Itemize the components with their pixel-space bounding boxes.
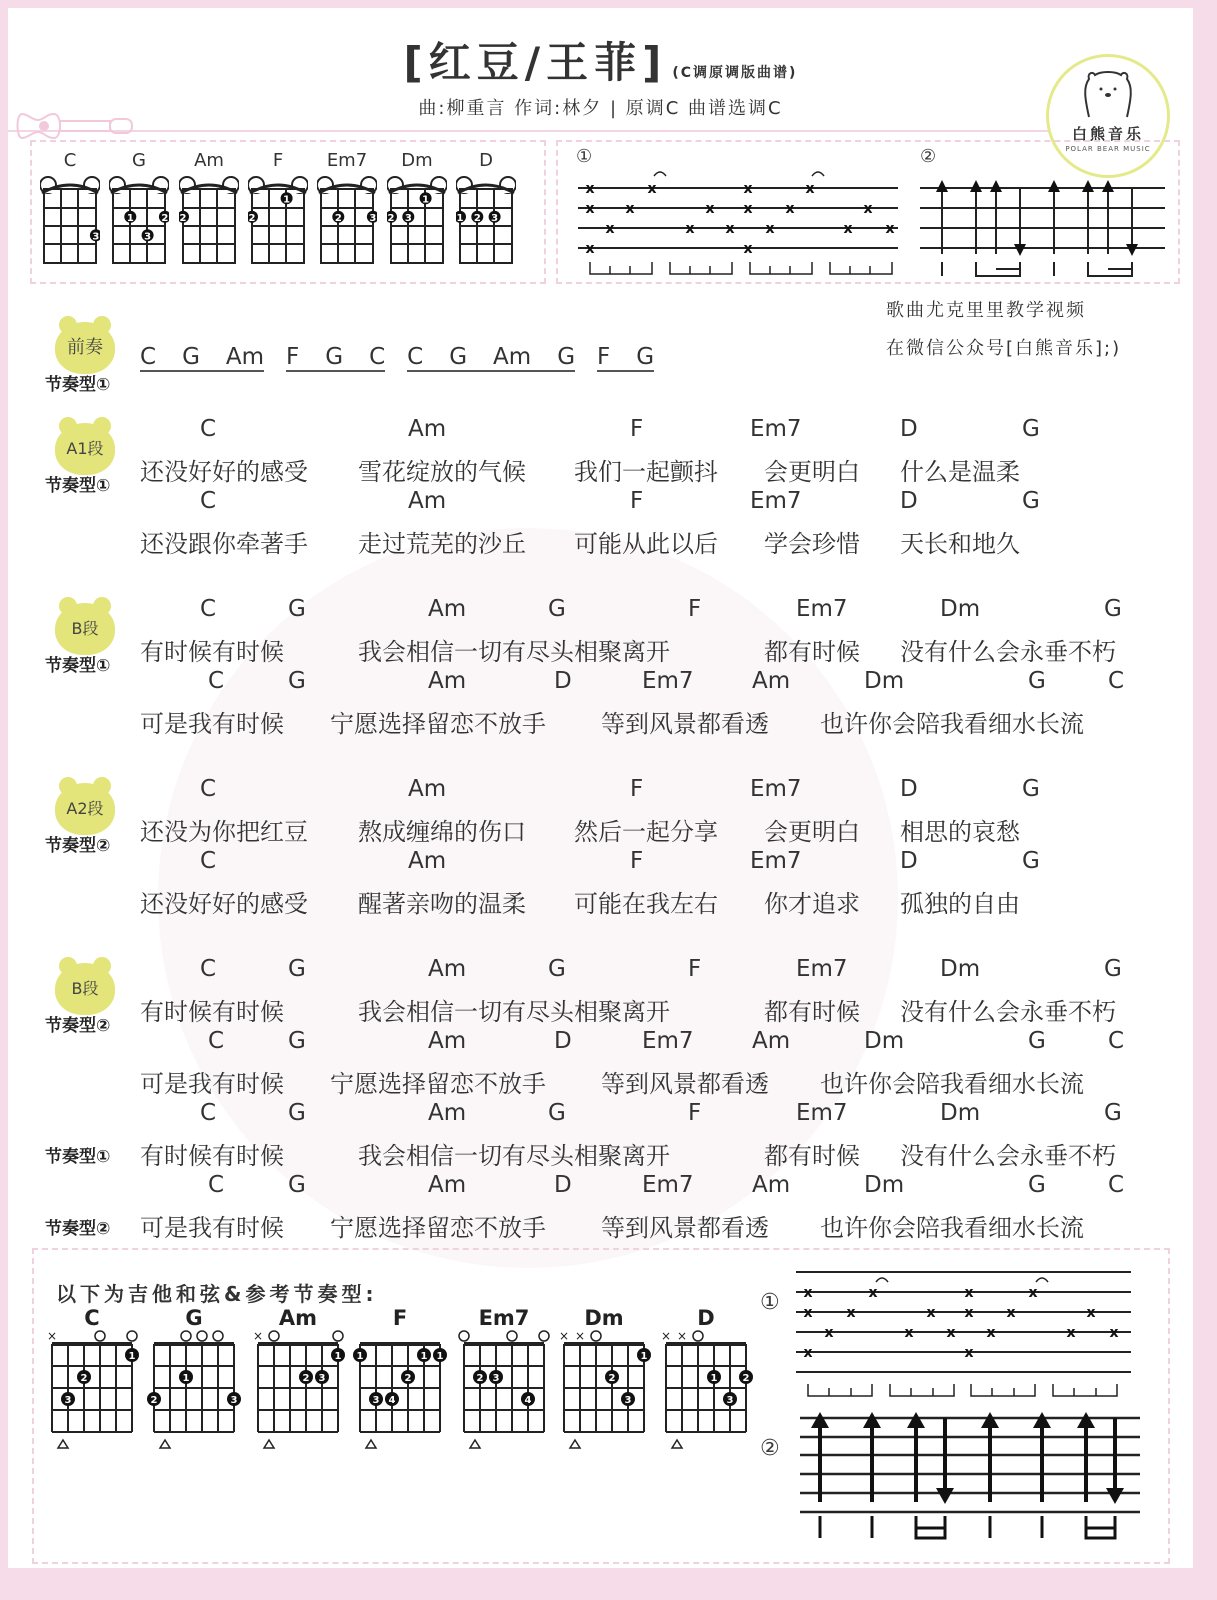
svg-text:x: x <box>585 241 595 257</box>
chord-symbol: C <box>200 416 217 442</box>
section-rhythm-label: 节奏型① <box>45 476 111 496</box>
svg-text:x: x <box>765 221 775 237</box>
lyric-phrase: 有时候有时候 <box>140 998 284 1026</box>
svg-text:1: 1 <box>710 1373 718 1384</box>
section-rhythm-label: 节奏型① <box>45 656 111 676</box>
svg-text:x: x <box>868 1285 878 1301</box>
svg-text:x: x <box>805 181 815 197</box>
lyric-phrase: 可是我有时候 <box>140 1214 284 1242</box>
svg-text:x: x <box>803 1305 813 1321</box>
svg-text:3: 3 <box>372 1395 380 1406</box>
note-line-2: 在微信公众号[白熊音乐];) <box>886 338 1122 359</box>
chord-symbol: G <box>1028 1172 1046 1198</box>
svg-text:1: 1 <box>436 1351 444 1362</box>
lyric-phrase: 也许你会陪我看细水长流 <box>820 1214 1084 1242</box>
chord-symbol: Em7 <box>750 848 802 874</box>
svg-text:3: 3 <box>64 1395 72 1406</box>
svg-text:3: 3 <box>492 1373 500 1384</box>
ukulele-chord-diagram-icon <box>387 171 447 267</box>
chord-symbol: C <box>200 1100 217 1126</box>
chord-symbol: Am <box>752 1028 791 1054</box>
svg-text:x: x <box>625 201 635 217</box>
intro-chord-group <box>286 344 385 372</box>
svg-text:2: 2 <box>387 212 395 224</box>
intro-chord: F <box>597 344 611 370</box>
chord-symbol: F <box>688 596 702 622</box>
guitar-pattern-2-label: ② <box>760 1436 780 1461</box>
logo-name-en: POLAR BEAR MUSIC <box>1065 145 1151 153</box>
chord-symbol: F <box>630 776 644 802</box>
guitar-chord-f <box>352 1306 448 1454</box>
ukulele-chord-em7 <box>317 150 377 271</box>
chord-symbol: C <box>1108 668 1125 694</box>
svg-text:2: 2 <box>404 1373 412 1384</box>
lyric-phrase: 宁愿选择留恋不放手 <box>330 710 546 738</box>
svg-text:1: 1 <box>420 1351 428 1362</box>
guitar-chord-name: Dm <box>584 1306 624 1330</box>
chord-symbol: C <box>208 1028 225 1054</box>
lyric-phrase: 有时候有时候 <box>140 1142 284 1170</box>
svg-text:x: x <box>964 1345 974 1361</box>
chord-symbol: Em7 <box>750 488 802 514</box>
svg-text:2: 2 <box>334 212 342 224</box>
pattern-1-label: ① <box>576 146 593 167</box>
svg-text:2: 2 <box>80 1373 88 1384</box>
svg-text:x: x <box>585 201 595 217</box>
chord-symbol: Em7 <box>642 1028 694 1054</box>
chord-symbol: D <box>554 1172 572 1198</box>
lyric-phrase: 什么是温柔 <box>900 458 1020 486</box>
ukulele-chord-f <box>248 150 308 271</box>
lyric-phrase: 都有时候 <box>764 638 860 666</box>
svg-text:×: × <box>252 1330 264 1343</box>
chord-symbol: F <box>630 848 644 874</box>
ukulele-chord-diagram-icon <box>317 171 377 267</box>
chord-symbol: D <box>554 668 572 694</box>
chord-symbol: C <box>200 488 217 514</box>
lyric-phrase: 学会珍惜 <box>764 530 860 558</box>
svg-text:x: x <box>904 1325 914 1341</box>
section-badge: A1段 <box>55 423 115 475</box>
svg-text:2: 2 <box>248 212 256 224</box>
svg-text:2: 2 <box>179 212 187 224</box>
lyric-phrase: 相聚离开 <box>574 1142 670 1170</box>
chord-symbol: F <box>688 1100 702 1126</box>
lyric-phrase: 都有时候 <box>764 998 860 1026</box>
chord-symbol: Em7 <box>796 1100 848 1126</box>
chord-name: Am <box>194 150 224 171</box>
chord-symbol: C <box>1108 1172 1125 1198</box>
intro-chord: F <box>286 344 300 370</box>
guitar-strum-pattern-2 <box>800 1408 1140 1548</box>
lyric-phrase: 可能从此以后 <box>574 530 718 558</box>
lyric-phrase: 等到风景都看透 <box>601 1070 769 1098</box>
chord-symbol: D <box>900 416 918 442</box>
lyric-phrase: 相思的哀愁 <box>900 818 1020 846</box>
chord-symbol: G <box>288 1172 306 1198</box>
guitar-section-title: 以下为吉他和弦&参考节奏型: <box>56 1282 378 1306</box>
note-line-1: 歌曲尤克里里教学视频 <box>886 300 1086 321</box>
fingerpick-pattern-1 <box>578 168 918 280</box>
svg-text:x: x <box>647 181 657 197</box>
intro-chord: Am <box>225 344 265 370</box>
line-rhythm-label: 节奏型② <box>45 1219 111 1239</box>
lyric-phrase: 我会相信一切有尽头 <box>358 638 574 666</box>
svg-text:4: 4 <box>524 1395 532 1406</box>
rhythm-patterns-panel <box>556 140 1180 284</box>
chord-symbol: G <box>548 1100 566 1126</box>
chord-symbol: D <box>554 1028 572 1054</box>
lyric-phrase: 也许你会陪我看细水长流 <box>820 1070 1084 1098</box>
lyric-phrase: 孤独的自由 <box>900 890 1020 918</box>
guitar-chord-name: Am <box>278 1306 318 1330</box>
lyric-phrase: 可是我有时候 <box>140 710 284 738</box>
chord-symbol: Am <box>408 488 447 514</box>
chord-symbol: C <box>200 596 217 622</box>
chord-symbol: G <box>288 668 306 694</box>
svg-text:x: x <box>803 1285 813 1301</box>
svg-text:x: x <box>705 201 715 217</box>
lyric-phrase: 有时候有时候 <box>140 638 284 666</box>
chord-symbol: Dm <box>864 1172 905 1198</box>
svg-text:1: 1 <box>356 1351 364 1362</box>
intro-chord: C <box>140 344 157 370</box>
guitar-chords-panel <box>32 1248 1170 1564</box>
svg-text:4: 4 <box>388 1395 396 1406</box>
chord-symbol: Dm <box>864 1028 905 1054</box>
chord-name: Dm <box>401 150 433 171</box>
guitar-chord-diagram-icon <box>556 1330 652 1450</box>
ukulele-chord-diagram-icon <box>179 171 239 267</box>
guitar-chord-diagram-icon <box>456 1330 552 1450</box>
chord-symbol: Am <box>408 416 447 442</box>
chord-symbol: Em7 <box>750 416 802 442</box>
svg-text:x: x <box>605 221 615 237</box>
chord-symbol: C <box>1108 1028 1125 1054</box>
lyric-phrase: 然后一起分享 <box>574 818 718 846</box>
chord-symbol: Am <box>428 1172 467 1198</box>
pattern-2-label: ② <box>920 146 937 167</box>
lyric-phrase: 宁愿选择留恋不放手 <box>330 1070 546 1098</box>
chord-symbol: Dm <box>940 956 981 982</box>
svg-text:3: 3 <box>144 231 152 243</box>
svg-text:3: 3 <box>318 1373 326 1384</box>
chord-symbol: F <box>630 488 644 514</box>
guitar-chord-name: D <box>697 1306 715 1330</box>
guitar-chord-name: F <box>392 1306 408 1330</box>
chord-symbol: G <box>288 1100 306 1126</box>
svg-text:×: × <box>660 1330 672 1343</box>
svg-text:x: x <box>685 221 695 237</box>
section-badge: B段 <box>55 603 115 655</box>
svg-text:3: 3 <box>404 212 412 224</box>
intro-chord: Am <box>493 344 532 370</box>
svg-text:x: x <box>885 221 895 237</box>
lyric-phrase: 相聚离开 <box>574 638 670 666</box>
svg-text:2: 2 <box>161 212 169 224</box>
ukulele-chord-diagram-icon <box>40 171 100 267</box>
song-title <box>8 30 1193 90</box>
lyric-phrase: 宁愿选择留恋不放手 <box>330 1214 546 1242</box>
lyric-phrase: 等到风景都看透 <box>601 710 769 738</box>
svg-text:1: 1 <box>422 194 430 206</box>
guitar-fingerpick-pattern-1 <box>796 1260 1146 1400</box>
svg-text:1: 1 <box>456 212 464 224</box>
chord-symbol: G <box>1022 488 1040 514</box>
chord-symbol: D <box>900 848 918 874</box>
chord-symbol: Am <box>428 1028 467 1054</box>
chord-symbol: F <box>688 956 702 982</box>
chord-symbol: Am <box>752 668 791 694</box>
lyric-phrase: 我们一起颤抖 <box>574 458 718 486</box>
chord-symbol: G <box>548 956 566 982</box>
svg-text:x: x <box>785 201 795 217</box>
svg-text:1: 1 <box>334 1351 342 1362</box>
chord-symbol: D <box>900 488 918 514</box>
chord-symbol: Am <box>408 848 447 874</box>
svg-text:1: 1 <box>128 1351 136 1362</box>
chord-symbol: Am <box>428 956 467 982</box>
intro-chord-progression <box>140 344 676 372</box>
guitar-chord-name: Em7 <box>478 1306 530 1330</box>
ukulele-chord-diagram-icon <box>109 171 169 267</box>
strum-pattern-2 <box>920 168 1170 280</box>
svg-text:x: x <box>846 1305 856 1321</box>
intro-chord: G <box>557 344 576 370</box>
chord-symbol: Em7 <box>796 956 848 982</box>
svg-text:x: x <box>926 1305 936 1321</box>
svg-text:x: x <box>743 241 753 257</box>
guitar-pattern-1-label: ① <box>760 1290 780 1315</box>
lyric-phrase: 我会相信一切有尽头 <box>358 998 574 1026</box>
svg-text:×: × <box>574 1330 586 1343</box>
chord-symbol: Dm <box>864 668 905 694</box>
lyric-phrase: 熬成缠绵的伤口 <box>358 818 526 846</box>
ukulele-chord-am <box>179 150 239 271</box>
guitar-chord-name: G <box>185 1306 203 1330</box>
section-badge: B段 <box>55 963 115 1015</box>
chord-symbol: G <box>1104 596 1122 622</box>
chord-symbol: G <box>548 596 566 622</box>
svg-text:2: 2 <box>476 1373 484 1384</box>
svg-text:2: 2 <box>473 212 481 224</box>
svg-text:x: x <box>1066 1325 1076 1341</box>
chord-symbol: G <box>1022 848 1040 874</box>
intro-chord-group <box>597 344 654 372</box>
guitar-chord-g <box>146 1306 242 1454</box>
guitar-chord-dm <box>556 1306 652 1454</box>
chord-symbol: G <box>1104 1100 1122 1126</box>
svg-text:x: x <box>964 1305 974 1321</box>
guitar-chord-diagram-icon <box>352 1330 448 1450</box>
chord-symbol: Em7 <box>796 596 848 622</box>
svg-text:×: × <box>676 1330 688 1343</box>
svg-text:1: 1 <box>283 194 291 206</box>
lyric-phrase: 可是我有时候 <box>140 1070 284 1098</box>
ukulele-chords-panel <box>30 140 546 284</box>
chord-symbol: Em7 <box>750 776 802 802</box>
svg-text:×: × <box>558 1330 570 1343</box>
svg-text:2: 2 <box>608 1373 616 1384</box>
lyric-phrase: 没有什么会永垂不朽 <box>900 1142 1116 1170</box>
chord-symbol: Em7 <box>642 1172 694 1198</box>
lyric-phrase: 等到风景都看透 <box>601 1214 769 1242</box>
svg-text:x: x <box>946 1325 956 1341</box>
chord-symbol: Am <box>428 1100 467 1126</box>
chord-sheet-page <box>8 8 1193 1568</box>
chord-name: G <box>132 150 146 171</box>
chord-symbol: G <box>1028 668 1046 694</box>
svg-text:2: 2 <box>302 1373 310 1384</box>
ukulele-chord-g <box>109 150 169 271</box>
credits: 曲:柳重言 作词:林夕 | 原调C 曲谱选调C <box>418 98 783 119</box>
chord-symbol: Em7 <box>642 668 694 694</box>
svg-text:x: x <box>986 1325 996 1341</box>
section-rhythm-label: 节奏型② <box>45 1016 111 1036</box>
lyric-phrase: 会更明白 <box>764 818 860 846</box>
svg-text:3: 3 <box>624 1395 632 1406</box>
svg-text:1: 1 <box>182 1373 190 1384</box>
chord-symbol: G <box>1104 956 1122 982</box>
svg-text:x: x <box>1109 1325 1119 1341</box>
svg-text:3: 3 <box>726 1395 734 1406</box>
guitar-chord-diagram-icon <box>250 1330 346 1450</box>
chord-symbol: G <box>1022 416 1040 442</box>
intro-chord: C <box>369 344 386 370</box>
svg-text:x: x <box>843 221 853 237</box>
lyric-phrase: 也许你会陪我看细水长流 <box>820 710 1084 738</box>
svg-text:3: 3 <box>369 212 377 224</box>
chord-symbol: Am <box>408 776 447 802</box>
chord-symbol: Am <box>428 668 467 694</box>
svg-text:x: x <box>824 1325 834 1341</box>
ukulele-chord-d <box>456 150 516 271</box>
guitar-chord-d <box>658 1306 754 1454</box>
chord-name: C <box>63 150 77 171</box>
intro-chord-group <box>140 344 264 372</box>
intro-chord: G <box>449 344 468 370</box>
svg-text:×: × <box>46 1330 58 1343</box>
line-rhythm-label: 节奏型① <box>45 1147 111 1167</box>
svg-text:x: x <box>585 181 595 197</box>
lyric-phrase: 雪花绽放的气候 <box>358 458 526 486</box>
section-rhythm-label: 节奏型② <box>45 836 111 856</box>
lyric-phrase: 没有什么会永垂不朽 <box>900 638 1116 666</box>
intro-chord: C <box>407 344 424 370</box>
chord-symbol: C <box>200 848 217 874</box>
chord-symbol: G <box>288 1028 306 1054</box>
lyric-phrase: 你才追求 <box>764 890 860 918</box>
guitar-chord-em7 <box>456 1306 552 1454</box>
section-badge-intro: 前奏 <box>55 322 115 374</box>
svg-text:x: x <box>1006 1305 1016 1321</box>
svg-text:x: x <box>743 201 753 217</box>
guitar-chord-diagram-icon <box>658 1330 754 1450</box>
chord-symbol: C <box>200 956 217 982</box>
chord-name: Em7 <box>326 150 368 171</box>
ukulele-chord-diagram-icon <box>248 171 308 267</box>
chord-name: F <box>272 150 284 171</box>
svg-text:x: x <box>743 181 753 197</box>
chord-symbol: Dm <box>940 596 981 622</box>
chord-symbol: C <box>200 776 217 802</box>
lyric-phrase: 还没好好的感受 <box>140 458 308 486</box>
chord-symbol: D <box>900 776 918 802</box>
lyric-phrase: 可能在我左右 <box>574 890 718 918</box>
guitar-chord-diagram-icon <box>44 1330 140 1450</box>
chord-symbol: G <box>1028 1028 1046 1054</box>
svg-text:1: 1 <box>126 212 134 224</box>
chord-symbol: G <box>288 596 306 622</box>
logo-name-cn: 白熊音乐 <box>1071 125 1144 143</box>
intro-chord: G <box>182 344 200 370</box>
lyric-phrase: 天长和地久 <box>900 530 1020 558</box>
guitar-chord-name: C <box>84 1306 100 1330</box>
ukulele-chord-diagram-icon <box>456 171 516 267</box>
lyric-phrase: 没有什么会永垂不朽 <box>900 998 1116 1026</box>
svg-text:3: 3 <box>230 1395 238 1406</box>
guitar-chord-am <box>250 1306 346 1454</box>
chord-symbol: C <box>208 1172 225 1198</box>
lyric-phrase: 都有时候 <box>764 1142 860 1170</box>
svg-text:1: 1 <box>640 1351 648 1362</box>
lyric-phrase: 我会相信一切有尽头 <box>358 1142 574 1170</box>
intro-chord: G <box>325 344 344 370</box>
section-badge: A2段 <box>55 783 115 835</box>
lyric-phrase: 还没为你把红豆 <box>140 818 308 846</box>
svg-text:2: 2 <box>742 1373 750 1384</box>
svg-text:x: x <box>1028 1285 1038 1301</box>
chord-symbol: Am <box>752 1172 791 1198</box>
lyric-phrase: 还没好好的感受 <box>140 890 308 918</box>
svg-text:x: x <box>863 201 873 217</box>
chord-symbol: Am <box>428 596 467 622</box>
svg-text:x: x <box>1086 1305 1096 1321</box>
title-text: [红豆/王菲] <box>403 38 668 87</box>
chord-symbol: G <box>1022 776 1040 802</box>
ukulele-chord-c <box>40 150 100 271</box>
ukulele-chord-dm <box>387 150 447 271</box>
intro-chord: G <box>636 344 655 370</box>
intro-chord-group <box>407 344 575 372</box>
guitar-chord-diagram-icon <box>146 1330 242 1450</box>
chord-symbol: C <box>208 668 225 694</box>
lyric-phrase: 走过荒芜的沙丘 <box>358 530 526 558</box>
subtitle-text: (C调原调版曲谱) <box>672 65 798 81</box>
chord-symbol: F <box>630 416 644 442</box>
lyric-phrase: 会更明白 <box>764 458 860 486</box>
svg-text:3: 3 <box>491 212 499 224</box>
svg-text:x: x <box>964 1285 974 1301</box>
svg-text:x: x <box>803 1345 813 1361</box>
lyric-phrase: 醒著亲吻的温柔 <box>358 890 526 918</box>
chord-symbol: G <box>288 956 306 982</box>
intro-rhythm-label: 节奏型① <box>45 375 111 395</box>
header-divider <box>8 130 1048 133</box>
video-note <box>886 292 1121 368</box>
svg-text:3: 3 <box>92 231 100 243</box>
guitar-chord-c <box>44 1306 140 1454</box>
chord-name: D <box>479 150 493 171</box>
lyric-phrase: 还没跟你牵著手 <box>140 530 308 558</box>
svg-text:x: x <box>725 221 735 237</box>
chord-symbol: Dm <box>940 1100 981 1126</box>
polar-bear-icon <box>1079 69 1137 119</box>
svg-text:2: 2 <box>150 1395 158 1406</box>
lyric-phrase: 相聚离开 <box>574 998 670 1026</box>
